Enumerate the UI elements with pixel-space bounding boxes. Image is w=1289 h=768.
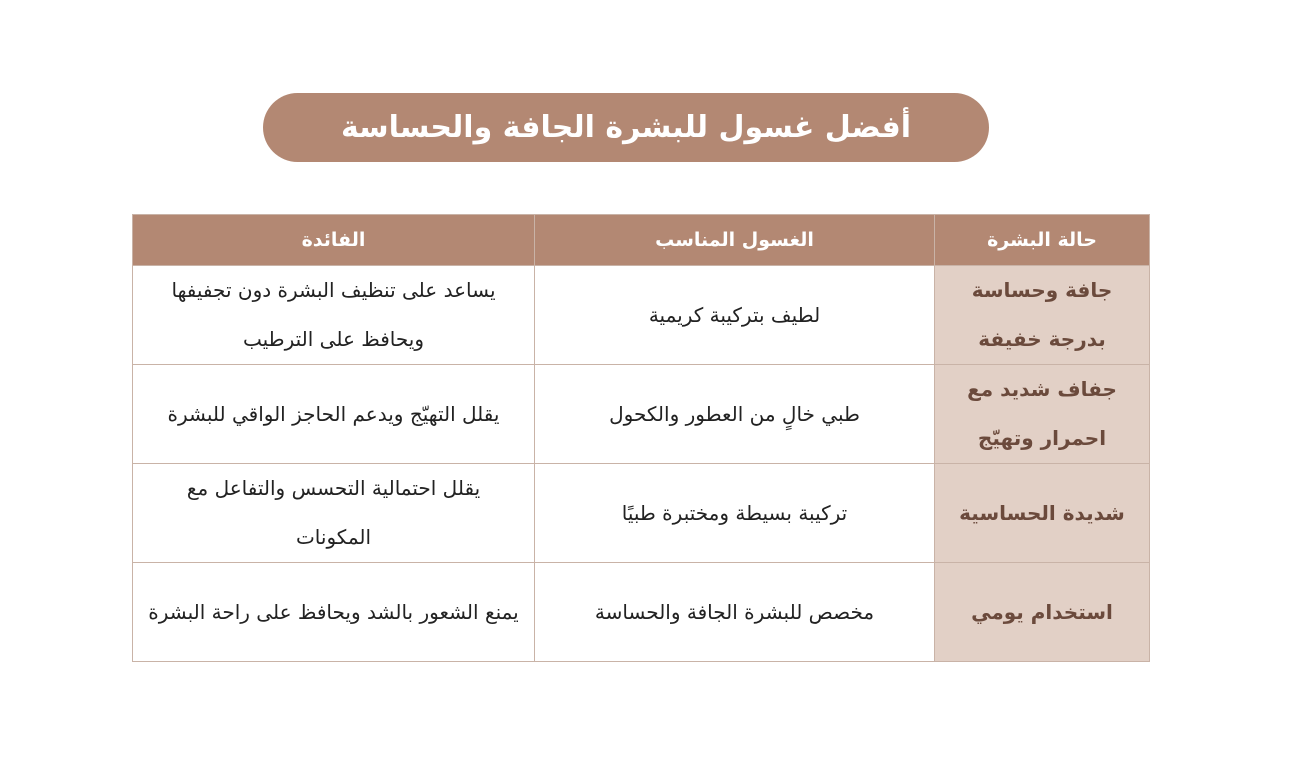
- benefit-cell: يقلل التهيّج ويدعم الحاجز الواقي للبشرة: [133, 365, 535, 464]
- comparison-table-container: [133, 214, 1150, 662]
- skin-condition-cell: استخدام يومي: [935, 563, 1150, 662]
- skin-condition-cell: جفاف شديد مع احمرار وتهيّج: [935, 365, 1150, 464]
- skin-condition-cell: شديدة الحساسية: [935, 464, 1150, 563]
- cleanser-cell: تركيبة بسيطة ومختبرة طبيًا: [535, 464, 935, 563]
- table-header: [133, 215, 1150, 266]
- cleanser-comparison-table: [132, 214, 1150, 662]
- table-row: [133, 563, 1150, 662]
- page-title: أفضل غسول للبشرة الجافة والحساسة: [340, 110, 912, 145]
- cleanser-cell: طبي خالٍ من العطور والكحول: [535, 365, 935, 464]
- header-skin-condition: حالة البشرة: [935, 215, 1150, 266]
- header-benefit: الفائدة: [133, 215, 535, 266]
- benefit-cell: يساعد على تنظيف البشرة دون تجفيفها ويحافظ على الترطيب: [133, 266, 535, 365]
- cleanser-cell: مخصص للبشرة الجافة والحساسة: [535, 563, 935, 662]
- benefit-cell: يقلل احتمالية التحسس والتفاعل مع المكونات: [133, 464, 535, 563]
- header-suitable-cleanser: الغسول المناسب: [535, 215, 935, 266]
- table-row: [133, 266, 1150, 365]
- title-banner: [263, 93, 989, 162]
- table-body: [133, 266, 1150, 662]
- table-row: [133, 464, 1150, 563]
- skin-condition-cell: جافة وحساسة بدرجة خفيفة: [935, 266, 1150, 365]
- header-row: [133, 215, 1150, 266]
- cleanser-cell: لطيف بتركيبة كريمية: [535, 266, 935, 365]
- benefit-cell: يمنع الشعور بالشد ويحافظ على راحة البشرة: [133, 563, 535, 662]
- table-row: [133, 365, 1150, 464]
